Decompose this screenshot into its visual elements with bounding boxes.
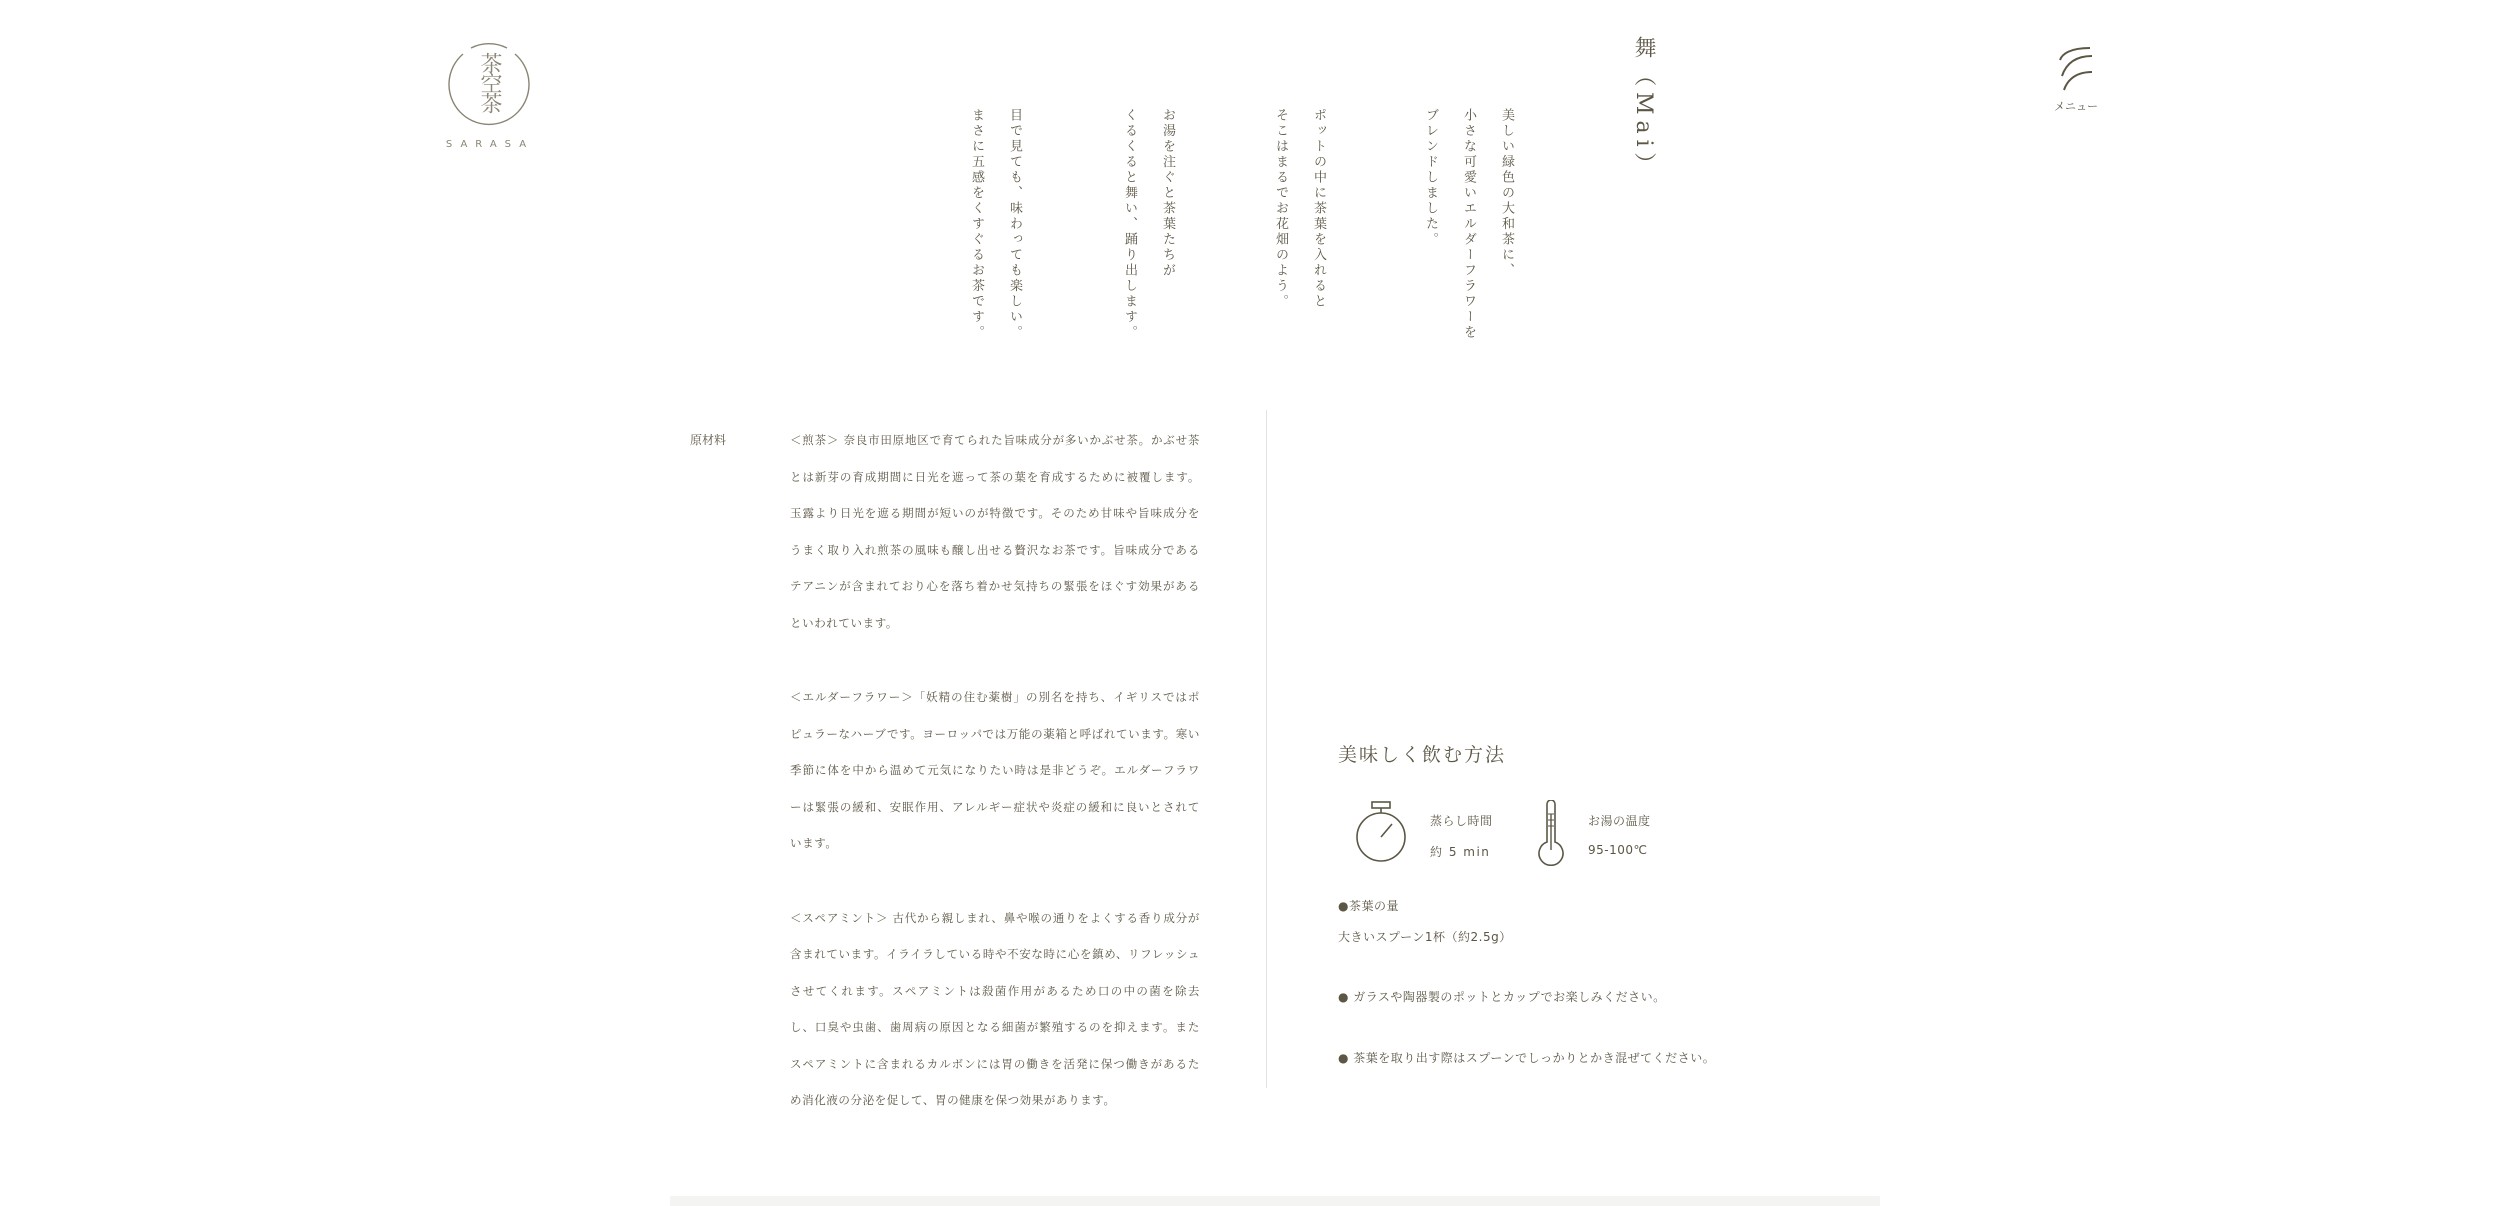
steep-time-value: 約 5 min: [1430, 845, 1491, 859]
description-line: 美しい緑色の大和茶に、: [1499, 108, 1514, 279]
ingredients-label: 原材料: [690, 433, 727, 447]
description-line: ブレンドしました。: [1423, 108, 1438, 248]
ingredient-spearmint: ＜スペアミント＞ 古代から親しまれ、鼻や喉の通りをよくする香り成分が含まれています。イライラしている時や不安な時に心を鎮め、リフレッシュさせてくれます。スペアミントは殺菌作用があるため口の中の菌を除去し、口臭や虫歯、歯周病の原因となる細菌が繁殖するのを抑えます。またスペアミントに含まれるカルボンには胃の働きを活発に保つ働きがあるため消化液の分泌を促して、胃の健康を保つ効果があります。: [790, 910, 1200, 1107]
leaf-amount-heading: ●茶葉の量: [1338, 899, 1399, 913]
steep-time-label: 蒸らし時間: [1430, 814, 1493, 828]
ingredient-elderflower: ＜エルダーフラワー＞「妖精の住む薬樹」の別名を持ち、イギリスではポピュラーなハーブです。ヨーロッパでは万能の薬箱と呼ばれています。寒い季節に体を中から温めて元気になりたい時は是非どうぞ。エルダーフラワーは緊張の緩和、安眠作用、アレルギー症状や炎症の緩和に良いとされています。: [790, 690, 1200, 850]
water-temp-value: 95-100℃: [1588, 843, 1648, 857]
description-line: 小さな可愛いエルダーフラワーを: [1461, 108, 1476, 341]
brand-logo[interactable]: [430, 40, 550, 160]
description-line: そこはまるでお花畑のよう。: [1273, 108, 1288, 310]
logo-wordmark: SARASA: [445, 139, 535, 150]
menu-icon: [2056, 44, 2096, 94]
description-line: くるくると舞い、踊り出します。: [1122, 108, 1137, 341]
howto-note: ● ガラスや陶器製のポットとカップでお楽しみください。: [1338, 990, 1666, 1004]
description-line: まさに五感をくすぐるお茶です。: [969, 108, 984, 341]
product-name: 舞（Mai）: [1631, 36, 1656, 181]
description-line: 目で見ても、味わっても楽しい。: [1007, 108, 1022, 341]
description-line: お湯を注ぐと茶葉たちが: [1160, 108, 1175, 279]
howto-title: 美味しく飲む方法: [1338, 744, 1507, 766]
section-divider: [1266, 410, 1267, 1088]
leaf-amount-value: 大きいスプーン1杯（約2.5g）: [1338, 930, 1512, 944]
timer-icon: [1352, 800, 1410, 864]
logo-kanji: 茶空茶: [477, 52, 502, 112]
description-line: ポットの中に茶葉を入れると: [1311, 108, 1326, 310]
ingredients-list: [790, 422, 1200, 1157]
howto-note: ● 茶葉を取り出す際はスプーンでしっかりとかき混ぜてください。: [1338, 1051, 1716, 1065]
thermometer-icon: [1534, 800, 1568, 866]
ingredient-sencha: ＜煎茶＞ 奈良市田原地区で育てられた旨味成分が多いかぶせ茶。かぶせ茶とは新芽の育成期間に日光を遮って茶の葉を育成するために被覆します。玉露より日光を遮る期間が短いのが特徴です。そのため甘味や旨味成分をうまく取り入れ煎茶の風味も醸し出せる贅沢なお茶です。旨味成分であるテアニンが含まれており心を落ち着かせ気持ちの緊張をほぐす効果があるといわれています。: [790, 433, 1200, 630]
menu-button[interactable]: [2048, 40, 2098, 120]
water-temp-label: お湯の温度: [1588, 814, 1651, 828]
footer-divider: [670, 1196, 1880, 1206]
menu-label: メニュー: [2054, 100, 2098, 113]
